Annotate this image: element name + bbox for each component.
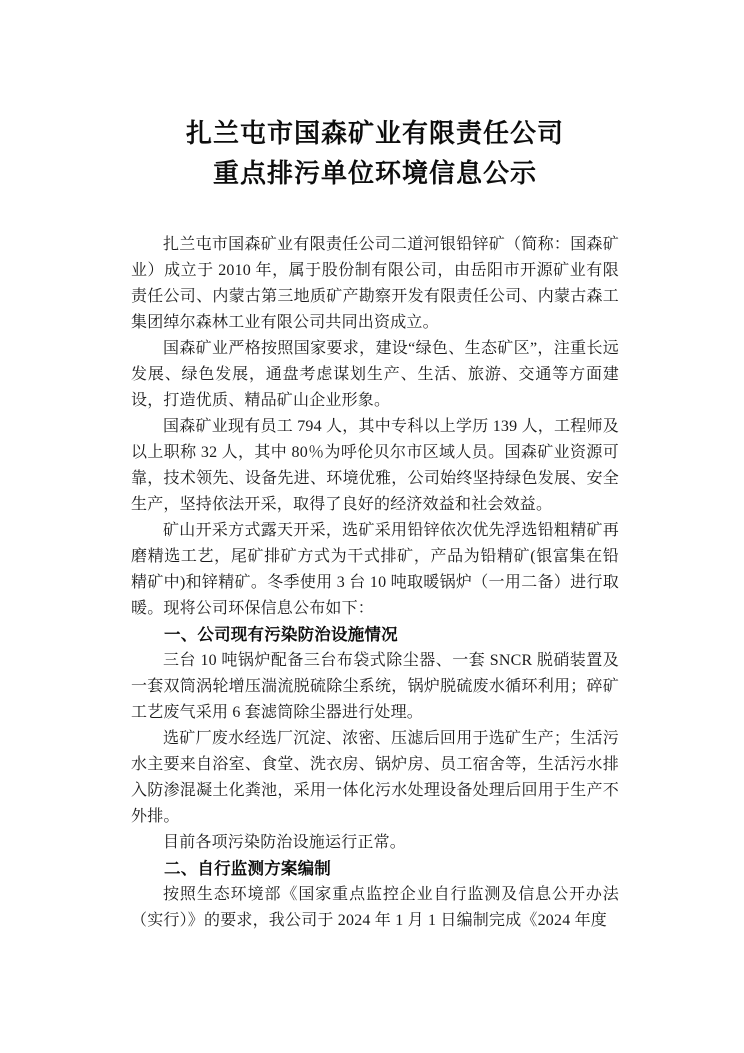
document-title xyxy=(131,114,619,194)
paragraph-green-mine: 国森矿业严格按照国家要求，建设“绿色、生态矿区”，注重长远发展、绿色发展，通盘考虑谋划生产、生活、旅游、交通等方面建设，打造优质、精品矿山企业形象。 xyxy=(131,340,619,409)
document-body xyxy=(131,232,619,934)
paragraph-boiler-dedusting: 三台 10 吨锅炉配备三台布袋式除尘器、一套 SNCR 脱硝装置及一套双筒涡轮增压湍流脱硫除尘系统，锅炉脱硫废水循环利用；碎矿工艺废气采用 6 套滤筒除尘器进行处理。 xyxy=(131,652,619,721)
paragraph-staff-resources: 国森矿业现有员工 794 人，其中专科以上学历 139 人，工程师及以上职称 32 人，其中 80％为呼伦贝尔市区域人员。国森矿业资源可靠，技术领先、设备先进、环境优雅，公司始终坚持绿色发展、安全生产，坚持依法开采，取得了良好的经济效益和社会效益。 xyxy=(131,418,619,513)
paragraph-company-intro: 扎兰屯市国森矿业有限责任公司二道河银铅锌矿（简称：国森矿业）成立于 2010 年，属于股份制有限公司，由岳阳市开源矿业有限责任公司、内蒙古第三地质矿产勘察开发有限责任公司、内蒙古森工集团绰尔森林工业有限公司共同出资成立。 xyxy=(131,236,619,331)
section-heading-pollution-control: 一、公司现有污染防治设施情况 xyxy=(164,626,398,644)
title-line-1: 扎兰屯市国森矿业有限责任公司 xyxy=(185,119,564,148)
title-line-2: 重点排污单位环境信息公示 xyxy=(212,159,537,188)
paragraph-wastewater-treatment: 选矿厂废水经选厂沉淀、浓密、压滤后回用于选矿生产；生活污水主要来自浴室、食堂、洗衣房、锅炉房、员工宿舍等，生活污水排入防渗混凝土化粪池，采用一体化污水处理设备处理后回用于生产不外排。 xyxy=(131,730,619,825)
paragraph-mining-process: 矿山开采方式露天开采，选矿采用铅锌依次优先浮选铅粗精矿再磨精选工艺，尾矿排矿方式为干式排矿，产品为铅精矿(银富集在铅精矿中)和锌精矿。冬季使用 3 台 10 吨取暖锅炉（一用二备）进行取暖。现将公司环保信息公布如下： xyxy=(131,522,619,617)
section-heading-self-monitoring: 二、自行监测方案编制 xyxy=(164,860,331,878)
document-content xyxy=(131,114,619,934)
paragraph-monitoring-plan: 按照生态环境部《国家重点监控企业自行监测及信息公开办法（实行）》的要求，我公司于 2024 年 1 月 1 日编制完成《2024 年度 xyxy=(131,886,619,929)
paragraph-facilities-status: 目前各项污染防治设施运行正常。 xyxy=(163,834,407,851)
